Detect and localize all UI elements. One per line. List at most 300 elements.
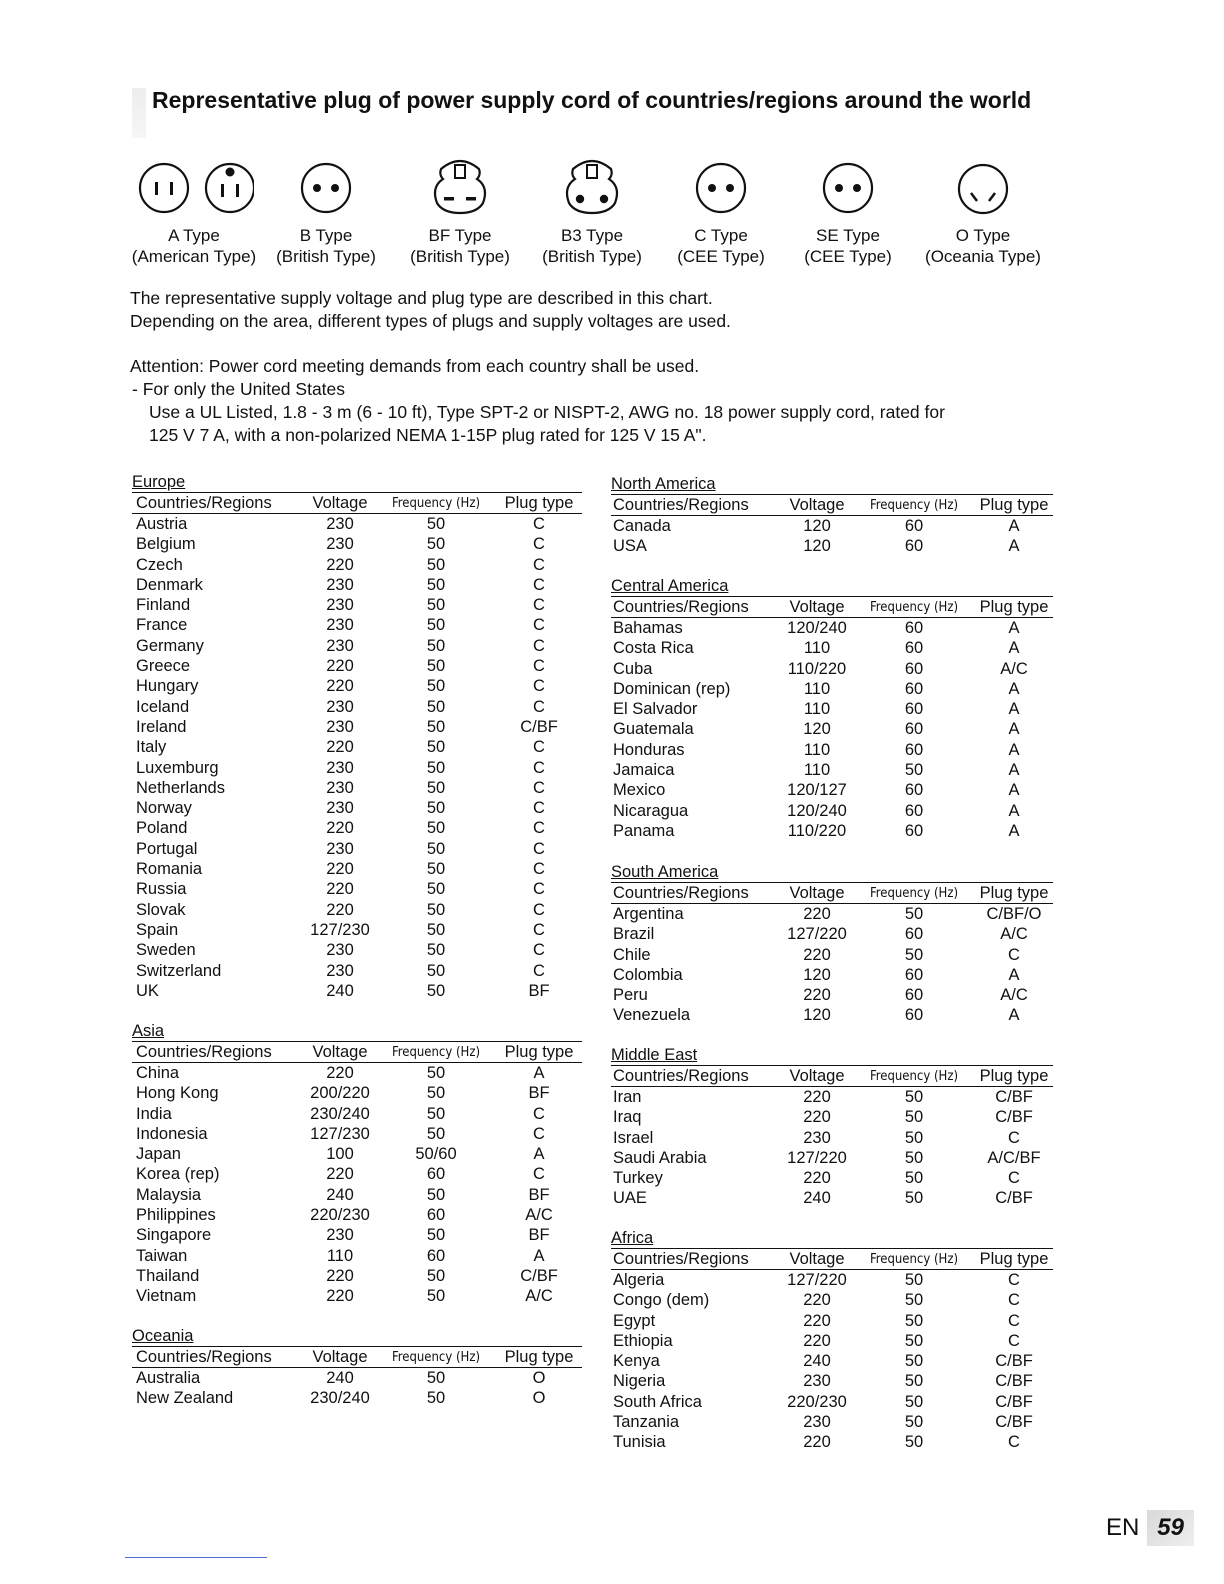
country-cell: Argentina [613, 905, 684, 923]
plug-type-cell: BF [528, 1084, 550, 1103]
country-cell: Russia [136, 880, 187, 899]
country-cell: New Zealand [136, 1389, 234, 1408]
plug-bf [402, 155, 518, 267]
attention-line: Attention: Power cord meeting demands from each country shall be used. [130, 356, 700, 376]
plug-type-cell: C [533, 738, 545, 757]
country-cell: South Africa [613, 1392, 702, 1411]
plug-type-sub: (CEE Type) [677, 247, 765, 266]
plug-type-cell: BF [528, 1226, 550, 1245]
plug-type-cell: C [533, 860, 545, 879]
table-row [132, 758, 582, 778]
voltage-cell: 220 [803, 1433, 831, 1452]
table-row [132, 879, 582, 899]
plug-type-cell: C [533, 697, 545, 716]
frequency-cell: 50 [426, 981, 446, 1000]
country-cell: France [136, 616, 188, 635]
plug-type-cell: A [1008, 781, 1020, 800]
plug-type-cell: C [533, 1104, 545, 1123]
plug-type-name: C Type [694, 226, 748, 245]
voltage-cell: 220 [326, 880, 354, 899]
voltage-cell: 100 [326, 1145, 354, 1164]
power-table [611, 1248, 1053, 1453]
table-row [611, 699, 1053, 719]
plug-a [130, 155, 258, 267]
frequency-cell: 50 [426, 1369, 446, 1387]
frequency-cell: 60 [904, 740, 924, 759]
table-row [132, 656, 582, 676]
plug-type-sub: (American Type) [131, 247, 257, 266]
table-row [611, 1168, 1053, 1188]
voltage-cell: 220 [326, 860, 354, 879]
voltage-cell: 110 [803, 679, 831, 698]
intro-paragraph [130, 287, 1080, 333]
country-cell: Canada [613, 517, 671, 535]
table-row [611, 679, 1053, 699]
frequency-cell: 50 [904, 1189, 924, 1208]
voltage-cell: 230 [803, 1128, 831, 1147]
table-row [611, 1432, 1053, 1452]
plug-type-cell: C [1008, 1311, 1020, 1330]
country-cell: Portugal [136, 839, 198, 858]
country-cell: China [136, 1064, 180, 1082]
voltage-cell: 230 [326, 575, 354, 594]
plug-type-cell: A [1008, 821, 1020, 840]
voltage-cell: 230 [326, 717, 354, 736]
table-row [611, 638, 1053, 658]
plug-type-name: O Type [955, 226, 1011, 245]
country-cell: India [136, 1104, 172, 1123]
country-cell: USA [613, 537, 647, 556]
plug-type-cell: BF [528, 981, 550, 1000]
plug-type-cell: C [533, 575, 545, 594]
voltage-cell: 127/230 [310, 1124, 370, 1143]
table-header-row [611, 1066, 1053, 1087]
plug-type-cell: C [1008, 1271, 1020, 1289]
table-row [611, 516, 1053, 537]
plug-type-cell: A [1008, 537, 1020, 556]
voltage-cell: 220 [803, 1331, 831, 1350]
voltage-cell: 230 [326, 961, 354, 980]
frequency-cell: 50 [426, 819, 446, 838]
frequency-cell: 60 [904, 925, 924, 944]
voltage-cell: 240 [326, 1369, 354, 1387]
voltage-cell: 110 [803, 639, 831, 658]
plug-type-cell: C/BF [995, 1392, 1033, 1411]
country-cell: Italy [136, 738, 167, 757]
country-cell: Colombia [613, 965, 683, 984]
voltage-cell: 220 [803, 905, 831, 923]
frequency-cell: 50 [426, 677, 446, 696]
table-row [132, 818, 582, 838]
intro-line: The representative supply voltage and plug type are described in this chart. [130, 288, 713, 308]
plug-type-cell: C [533, 758, 545, 777]
frequency-cell: 60 [426, 1165, 446, 1184]
frequency-cell: 50 [904, 1169, 924, 1188]
voltage-cell: 220 [326, 1287, 354, 1306]
table-row [611, 1188, 1053, 1208]
voltage-cell: 200/220 [310, 1084, 370, 1103]
plug-type-cell: A [1008, 1006, 1020, 1025]
header-country: Countries/Regions [132, 493, 304, 514]
region-oceania [132, 1326, 582, 1409]
table-header-row [132, 493, 582, 514]
page-number [1106, 1510, 1194, 1546]
voltage-cell: 230 [326, 515, 354, 533]
country-cell: Austria [136, 515, 188, 533]
plug-b [268, 155, 384, 267]
region-title: Oceania [132, 1327, 194, 1345]
header-country: Countries/Regions [132, 1042, 304, 1063]
voltage-cell: 220 [326, 900, 354, 919]
plug-type-cell: A [1008, 679, 1020, 698]
plug-type-cell: A/C [1000, 925, 1028, 944]
country-cell: Malaysia [136, 1185, 202, 1204]
table-row [611, 618, 1053, 639]
plug-type-cell: O [532, 1389, 546, 1408]
voltage-cell: 120 [803, 517, 831, 535]
plug-type-cell: A [1008, 801, 1020, 820]
plug-type-cell: C [1008, 945, 1020, 964]
voltage-cell: 110 [803, 740, 831, 759]
country-cell: Luxemburg [136, 758, 219, 777]
plug-type-legend [130, 155, 1060, 295]
plug-type-cell: C [1008, 1291, 1020, 1310]
country-cell: Honduras [613, 740, 685, 759]
country-cell: Tunisia [613, 1433, 666, 1452]
header-voltage: Voltage [781, 883, 853, 904]
country-cell: Panama [613, 821, 675, 840]
voltage-cell: 220 [326, 657, 354, 676]
frequency-cell: 50 [904, 1148, 924, 1167]
footer-rule [125, 1557, 267, 1558]
frequency-cell: 50 [426, 1185, 446, 1204]
voltage-cell: 120 [803, 965, 831, 984]
frequency-cell: 50 [426, 1389, 446, 1408]
frequency-cell: 50 [904, 1311, 924, 1330]
voltage-cell: 220 [803, 1311, 831, 1330]
country-cell: Taiwan [136, 1246, 188, 1265]
region-asia [132, 1021, 582, 1307]
voltage-cell: 230 [326, 1226, 354, 1245]
plug-type-cell: C/BF [995, 1088, 1033, 1106]
table-row [132, 920, 582, 940]
plug-type-name: B3 Type [560, 226, 624, 245]
plug-type-cell: A/C/BF [987, 1148, 1041, 1167]
header-voltage: Voltage [304, 1042, 376, 1063]
plug-type-cell: C [533, 880, 545, 899]
region-title: North America [611, 475, 716, 493]
plug-type-cell: C/BF [995, 1352, 1033, 1371]
plug-type-cell: C [533, 1165, 545, 1184]
voltage-cell: 220 [803, 1088, 831, 1106]
frequency-cell: 50 [426, 636, 446, 655]
table-row [611, 1270, 1053, 1291]
frequency-cell: 50 [426, 738, 446, 757]
attention-line: 125 V 7 A, with a non-polarized NEMA 1-15P plug rated for 125 V 15 A". [149, 425, 707, 445]
table-row [611, 1351, 1053, 1371]
frequency-cell: 50 [904, 1331, 924, 1350]
frequency-cell: 50 [904, 1413, 924, 1432]
voltage-cell: 230/240 [310, 1389, 370, 1408]
plug-b3 [534, 155, 650, 267]
table-row [611, 719, 1053, 739]
table-row [132, 1286, 582, 1306]
table-row [611, 985, 1053, 1005]
table-row [132, 555, 582, 575]
frequency-cell: 50 [426, 1124, 446, 1143]
country-cell: El Salvador [613, 700, 698, 719]
plug-type-cell: C/BF [995, 1108, 1033, 1127]
power-table [611, 882, 1053, 1026]
table-row [132, 961, 582, 981]
country-cell: Iceland [136, 697, 190, 716]
country-cell: Netherlands [136, 778, 225, 797]
voltage-cell: 230 [803, 1372, 831, 1391]
region-north-america [611, 474, 1053, 557]
plug-type-cell: A/C [1000, 659, 1028, 678]
country-cell: Poland [136, 819, 188, 838]
language-label: EN [1105, 1514, 1140, 1541]
frequency-cell: 50 [904, 1392, 924, 1411]
header-plug-type: Plug type [975, 1249, 1053, 1270]
plug-type-cell: C/BF [995, 1189, 1033, 1208]
plug-type-cell: C [1008, 1433, 1020, 1452]
country-cell: Hong Kong [136, 1084, 219, 1103]
voltage-cell: 240 [803, 1189, 831, 1208]
plug-type-cell: A [1008, 517, 1020, 535]
power-table [132, 1346, 582, 1409]
voltage-cell: 220 [326, 738, 354, 757]
power-table [132, 1041, 582, 1307]
header-plug-type: Plug type [975, 1066, 1053, 1087]
plug-type-cell: C [533, 636, 545, 655]
plug-type-cell: C [533, 839, 545, 858]
frequency-cell: 50 [426, 799, 446, 818]
plug-type-name: BF Type [428, 226, 492, 245]
table-row [132, 514, 582, 535]
plug-type-cell: C/BF [520, 717, 558, 736]
voltage-cell: 220 [326, 677, 354, 696]
frequency-cell: 50 [426, 616, 446, 635]
table-row [611, 1087, 1053, 1108]
plug-type-cell: A [1008, 965, 1020, 984]
region-title: Africa [611, 1229, 654, 1247]
voltage-cell: 127/220 [787, 1148, 847, 1167]
voltage-cell: 240 [803, 1352, 831, 1371]
frequency-cell: 50 [904, 1291, 924, 1310]
frequency-cell: 50 [426, 1104, 446, 1123]
frequency-cell: 60 [426, 1206, 446, 1225]
plug-type-cell: C/BF [520, 1266, 558, 1285]
voltage-cell: 120 [803, 1006, 831, 1025]
attention-line: Use a UL Listed, 1.8 - 3 m (6 - 10 ft), Type SPT-2 or NISPT-2, AWG no. 18 power supply cord, rated for [149, 402, 945, 422]
frequency-cell: 50 [426, 657, 446, 676]
country-cell: Dominican (rep) [613, 679, 731, 698]
attention-line: - For only the United States [132, 379, 346, 399]
frequency-cell: 60 [904, 679, 924, 698]
table-row [611, 740, 1053, 760]
header-frequency: Frequency (Hz) [376, 1042, 496, 1063]
plug-type-cell: C [533, 778, 545, 797]
country-cell: UK [136, 981, 159, 1000]
plug-type-cell: A/C [525, 1206, 553, 1225]
voltage-cell: 220 [803, 1108, 831, 1127]
table-row [132, 798, 582, 818]
plug-type-cell: C/BF/O [986, 905, 1042, 923]
plug-type-cell: C [1008, 1331, 1020, 1350]
plug-type-cell: A [1008, 761, 1020, 780]
table-row [611, 1392, 1053, 1412]
table-row [132, 697, 582, 717]
voltage-cell: 120 [803, 720, 831, 739]
country-cell: Venezuela [613, 1006, 691, 1025]
table-row [611, 1371, 1053, 1391]
frequency-cell: 50 [426, 1064, 446, 1082]
header-voltage: Voltage [781, 1249, 853, 1270]
table-row [132, 1266, 582, 1286]
plug-type-cell: C [533, 535, 545, 554]
table-row [132, 615, 582, 635]
plug-type-cell: C/BF [995, 1413, 1033, 1432]
region-africa [611, 1228, 1053, 1453]
header-country: Countries/Regions [132, 1347, 304, 1368]
voltage-cell: 240 [326, 981, 354, 1000]
table-row [132, 778, 582, 798]
table-row [132, 1124, 582, 1144]
frequency-cell: 60 [904, 1006, 924, 1025]
voltage-cell: 240 [326, 1185, 354, 1204]
frequency-cell: 50 [904, 945, 924, 964]
table-row [132, 1205, 582, 1225]
power-table [611, 596, 1053, 841]
country-cell: Sweden [136, 941, 196, 960]
table-row [132, 981, 582, 1001]
voltage-cell: 220 [803, 1169, 831, 1188]
table-row [611, 659, 1053, 679]
plug-type-name: SE Type [816, 226, 880, 245]
table-row [132, 1083, 582, 1103]
frequency-cell: 50 [426, 535, 446, 554]
plug-type-cell: C [533, 555, 545, 574]
type-a-plug-icon [134, 155, 254, 217]
frequency-cell: 60 [904, 700, 924, 719]
table-row [611, 1128, 1053, 1148]
country-cell: Finland [136, 596, 191, 615]
header-frequency: Frequency (Hz) [853, 883, 975, 904]
voltage-cell: 230 [326, 616, 354, 635]
plug-type-cell: A [533, 1064, 545, 1082]
table-row [611, 1331, 1053, 1351]
header-plug-type: Plug type [975, 597, 1053, 618]
country-cell: Tanzania [613, 1413, 680, 1432]
intro-line: Depending on the area, different types of plugs and supply voltages are used. [130, 311, 731, 331]
plug-type-cell: C [533, 819, 545, 838]
type-bf-plug-icon [425, 155, 495, 217]
table-header-row [132, 1347, 582, 1368]
voltage-cell: 230 [326, 636, 354, 655]
country-cell: Bahamas [613, 619, 683, 637]
table-row [132, 839, 582, 859]
plug-type-sub: (Oceania Type) [925, 247, 1041, 266]
voltage-cell: 220 [326, 555, 354, 574]
table-row [611, 1148, 1053, 1168]
country-cell: Norway [136, 799, 192, 818]
voltage-cell: 220 [326, 1266, 354, 1285]
table-row [611, 760, 1053, 780]
country-cell: Mexico [613, 781, 666, 800]
table-row [132, 595, 582, 615]
header-voltage: Voltage [781, 1066, 853, 1087]
voltage-cell: 120 [803, 537, 831, 556]
header-frequency: Frequency (Hz) [376, 1347, 496, 1368]
voltage-cell: 230 [326, 778, 354, 797]
title-marker [132, 88, 146, 138]
voltage-cell: 127/220 [787, 1271, 847, 1289]
voltage-cell: 230 [326, 839, 354, 858]
table-header-row [611, 495, 1053, 516]
country-cell: Cuba [613, 659, 653, 678]
plug-type-cell: O [532, 1369, 546, 1387]
country-cell: Australia [136, 1369, 201, 1387]
frequency-cell: 50 [904, 1128, 924, 1147]
table-row [132, 859, 582, 879]
plug-type-cell: C [533, 657, 545, 676]
voltage-cell: 110 [803, 700, 831, 719]
table-row [132, 717, 582, 737]
country-cell: Philippines [136, 1206, 216, 1225]
plug-type-cell: C [533, 596, 545, 615]
header-plug-type: Plug type [496, 493, 582, 514]
voltage-cell: 230 [326, 799, 354, 818]
table-row [132, 1225, 582, 1245]
frequency-cell: 50 [904, 1088, 924, 1106]
frequency-cell: 60 [904, 639, 924, 658]
frequency-cell: 50 [426, 596, 446, 615]
frequency-cell: 50 [426, 1266, 446, 1285]
plug-type-name: B Type [299, 226, 353, 245]
frequency-cell: 50 [426, 1226, 446, 1245]
table-row [132, 1104, 582, 1124]
voltage-cell: 220/230 [787, 1392, 847, 1411]
voltage-cell: 127/220 [787, 925, 847, 944]
frequency-cell: 50 [904, 905, 924, 923]
frequency-cell: 50 [426, 920, 446, 939]
table-row [611, 801, 1053, 821]
attention-paragraph [130, 355, 1080, 447]
voltage-cell: 110/220 [787, 659, 847, 678]
plug-type-cell: C [533, 1124, 545, 1143]
header-frequency: Frequency (Hz) [853, 1066, 975, 1087]
frequency-cell: 50 [426, 575, 446, 594]
table-row [132, 1164, 582, 1184]
table-row [611, 924, 1053, 944]
page-title: Representative plug of power supply cord of countries/regions around the world [152, 87, 1032, 113]
frequency-cell: 50 [904, 1372, 924, 1391]
header-frequency: Frequency (Hz) [376, 493, 496, 514]
table-row [132, 1368, 582, 1389]
frequency-cell: 60 [904, 986, 924, 1005]
page-number-value: 59 [1147, 1510, 1194, 1546]
country-cell: Indonesia [136, 1124, 208, 1143]
frequency-cell: 60 [904, 619, 924, 637]
header-plug-type: Plug type [975, 495, 1053, 516]
table-row [611, 1005, 1053, 1025]
plug-type-sub: (British Type) [410, 247, 510, 266]
country-cell: Saudi Arabia [613, 1148, 707, 1167]
frequency-cell: 50 [426, 515, 446, 533]
frequency-cell: 50 [904, 761, 924, 780]
region-title: Middle East [611, 1046, 698, 1064]
